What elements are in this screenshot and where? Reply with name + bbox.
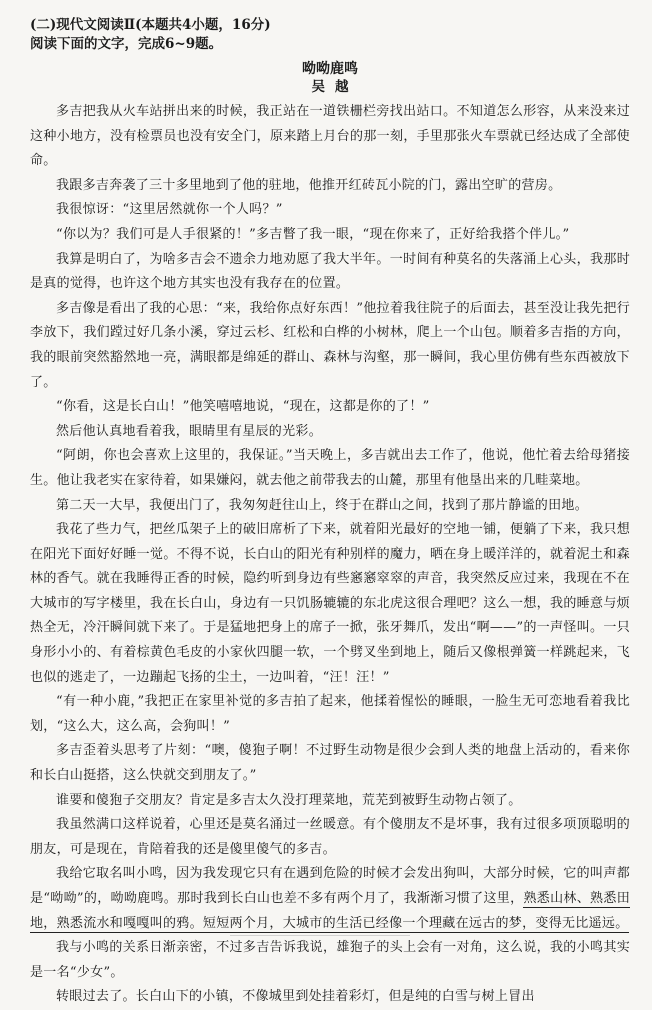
article-title: 呦呦鹿鸣 (302, 61, 358, 77)
article-paragraph: 我很惊讶：“这里居然就你一个人吗？” (56, 202, 283, 218)
article-paragraph: 我与小鸣的关系日渐亲密，不过多吉告诉我说，雄狍子的头上会有一对角，这么说，我的小鸣其实是一名“少女”。 (30, 940, 630, 980)
article-paragraph: 然后他认真地看着我，眼睛里有星辰的光彩。 (56, 423, 323, 439)
article-paragraph: 多吉把我从火车站拼出来的时候，我正站在一道铁栅栏旁找出站口。不知道怎么形容，从来没来过这种小地方，没有检票员也没有安全门，原来踏上月台的那一刻，手里那张火车票就已经达成了全部使命。 (30, 104, 630, 169)
article-paragraph: “你看，这是长白山！”他笑嘻嘻地说，“现在，这都是你的了！” (56, 399, 430, 415)
reading-instruction: 阅读下面的文字，完成6~9题。 (30, 36, 223, 52)
page-footer-mark (230, 935, 410, 942)
article-paragraph: 转眼过去了。长白山下的小镇，不像城里到处挂着彩灯，但是纯的白雪与树上冒出 (56, 989, 535, 1005)
article-paragraph: 我给它取名叫小鸣，因为我发现它只有在遇到危险的时候才会发出狗叫，大部分时候，它的叫声都是“呦呦”的，呦呦鹿鸣。那时我到长白山也差不多有两个月了，我渐渐习惯了这里，熟悉山林、熟悉田地，熟悉流水和嘎嘎叫的鸦。短短两个月，大城市的生活已经像一个理藏在远古的梦，变得无比遥远。 (30, 866, 630, 931)
article-paragraph: “你以为？我们可是人手很紧的！”多吉瞥了我一眼，“现在你来了，正好给我搭个伴儿。” (56, 226, 570, 242)
article-paragraph: 我花了些力气，把丝瓜架子上的破旧席析了下来，就着阳光最好的空地一铺，便躺了下来，我只想在阳光下面好好睡一觉。不得不说，长白山的阳光有种别样的魔力，晒在身上暖洋洋的，就着泥土和森林的香气。就在我睡得正香的时候，隐约听到身边有些窸窸窣窣的声音，我突然反应过来，我现在不在大城市的写字楼里，我在长白山，身边有一只饥肠辘辘的东北虎这很合理吧？这么一想，我的睡意与烦热全无，冷汗瞬间就下来了。于是猛地把身上的席子一掀，张牙舞爪，发出“啊——”的一声怪叫。一只身形小小的、有着棕黄色毛皮的小家伙四腿一软，一个劈叉坐到地上，随后又像根弹簧一样跳起来，飞也似的逃走了，一边蹦起飞扬的尘土，一边叫着，“汪！汪！” (30, 522, 630, 685)
article-paragraph: 多吉歪着头思考了片刻：“噢，傻狍子啊！不过野生动物是很少会到人类的地盘上活动的，看来你和长白山挺搭，这么快就交到朋友了。” (30, 743, 630, 784)
article-paragraph: 第二天一大早，我便出门了，我匆匆赶往山上，终于在群山之间，找到了那片静谧的田地。 (56, 497, 589, 513)
article-paragraph: “有一种小鹿，”我把正在家里补觉的多吉拍了起来，他揉着惺忪的睡眼，一脸生无可恋地看着我比划，“这么大，这么高，会狗叫！” (30, 694, 630, 734)
article-paragraph: 我算是明白了，为啥多吉会不遗余力地劝愿了我大半年。一时间有种莫名的失落涌上心头，我那时是真的觉得，也许这个地方其实也没有我存在的位置。 (30, 251, 630, 292)
article-paragraph: 我虽然满口这样说着，心里还是莫名涌过一丝暖意。有个傻朋友不是坏事，我有过很多项顶聪明的朋友，可是现在，肯陪着我的还是傻里傻气的多吉。 (30, 817, 630, 857)
article-paragraph: 我跟多吉奔袭了三十多里地到了他的驻地，他推开红砖瓦小院的门，露出空旷的营房。 (56, 177, 562, 193)
article-paragraph: 多吉像是看出了我的心思：“来，我给你点好东西！”他拉着我往院子的后面去，甚至没让我先把行李放下，我们蹚过好几条小溪，穿过云杉、红松和白桦的小树林，爬上一个山包。顺着多吉指的方向，我的眼前突然豁然地一亮，满眼都是绵延的群山、森林与沟壑，那一瞬间，我心里仿佛有些东西被放下了。 (30, 300, 630, 390)
article-author: 吴越 (311, 79, 359, 95)
article-paragraph: 谁要和傻狍子交朋友？肯定是多吉太久没打理菜地，荒芜到被野生动物占领了。 (56, 792, 522, 808)
article-paragraph: “阿朗，你也会喜欢上这里的，我保证。”当天晚上，多吉就出去工作了，他说，他忙着去给母猪接生。他让我老实在家待着，如果嫌闷，就去他之前带我去的山麓，那里有他垦出来的几畦菜地。 (30, 448, 630, 488)
article-body (30, 100, 630, 1010)
underlined-sentence: 熟悉山林、熟悉田地，熟悉流水和嘎嘎叫的鸦。短短两个月，大城市的生活已经像一个理藏在远古的梦，变得无比遥远。 (30, 891, 630, 931)
section-heading: (二)现代文阅读Ⅱ(本题共4小题，16分) (30, 17, 271, 33)
